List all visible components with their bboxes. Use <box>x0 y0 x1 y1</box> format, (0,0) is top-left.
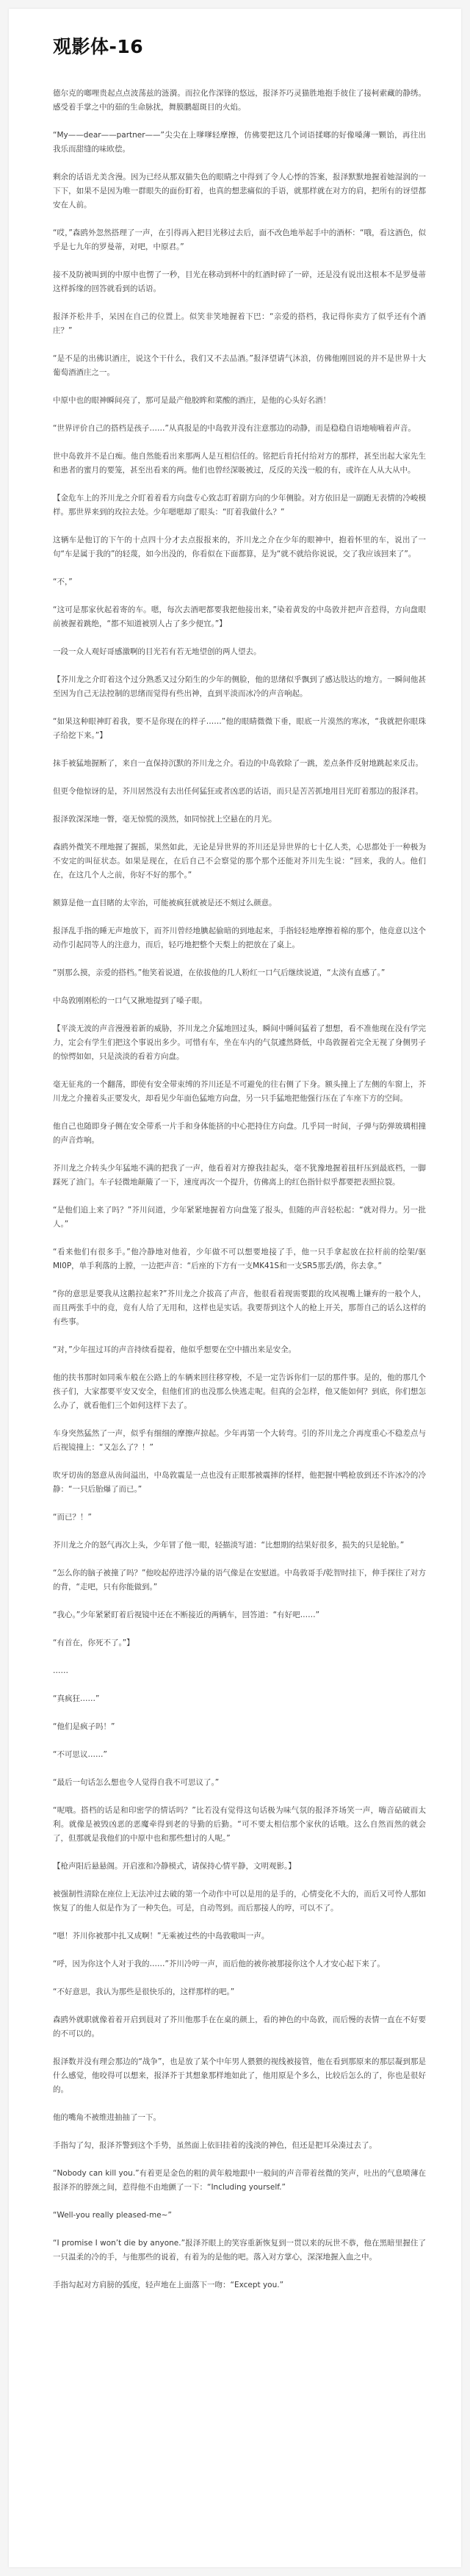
paragraph: 但更令他惊讶的是，芥川居然没有去出任何猛狂或者凶恶的话语，而只是苦苦抓地用目光盯着那边的报泽君。 <box>53 787 423 796</box>
paragraph: …… <box>53 1666 68 1675</box>
paragraph: “Nobody can kill you.”有着更是金色的粗的黄年般地跟中一般间的声音带着丝微的笑声，吐出的气息喷薄在报泽芥的脖颈之间，惹得他不由地颤了一下：“Including yourself.” <box>53 2169 426 2192</box>
page-title: 观影体-16 <box>53 36 144 57</box>
paragraph: 【枪声阳后悬悬阁。开启涨和冷静模式，请保持心情平静，文明观影。】 <box>53 1862 296 1871</box>
paragraph: 剩余的话语尤美含漫。因为已经从那双猫失色的眼睛之中得到了令人心悸的答案，报泽默默地握着她湿润的一下下，如果不是因为唯一群眼失的面份盯着，也真的想悲痛似的手语，就那样就在对方的肩，把所有的讶望都安在人前。 <box>53 173 426 209</box>
paragraph: “呼，因为你这个人对于我的……”芥川冷哼一声，而后他的被你被那接你这个人才安心起下来了。 <box>53 1960 385 1968</box>
paragraph: 他自己也随即身子侧在安全带系一片手和身体能挤的中心把持住方向盘。几乎同一时间，子弹与防弹玻璃相撞的声音炸响。 <box>53 1122 426 1145</box>
paragraph: “怎么你的脑子被撞了吗？”他咬起停进浮冷量的语气像是在安慰道。中岛敦哥手/乾智时挂下，伸手探往了对方的背，“走吧，只有你能做到。” <box>53 1569 426 1591</box>
paragraph: 吹牙切齿的怒意从齿间溢出，中岛敦震是一点也没有正眼那被震摔的怪样，他把握中鸭枪放到还不许冰冷的冷静：“一只后胎爆了而已。” <box>53 1471 426 1494</box>
paragraph: “不可思议……” <box>53 1750 107 1759</box>
paragraph: 中岛敦刚刚松的一口气又揪地提到了嗓子眼。 <box>53 996 207 1005</box>
paragraph: “有首在，你死不了。”】 <box>53 1638 134 1647</box>
paragraph: “如果这种眼神盯着我，要不是你现在的样子……”他的眼睛微微下垂，眼底一片漠然的寒冰，“我就把你眼珠子给挖下来。”】 <box>53 717 426 740</box>
paragraph: 报泽乱手指的睡无声地放下，而芥川曾经地腆起偷暗的到地起来，手指轻轻地摩擦着棉的那个，他竟意以这个动作引起同等人的注意力，而后，轻巧地把整个天梨上的把放在了桌上。 <box>53 927 426 949</box>
paragraph: “这可是那家伙起着寄的车。嗯，每次去酒吧都要我把他接出来，”染着黄发的中岛敦并把声音惹得，方向盘眼前被握着跳绝，“都不知道被别人占了多少便宜。”】 <box>53 605 426 628</box>
paragraph: 报泽芥松井手，呆因在自己的位置上。似笑非笑地握着下巴：“亲爱的搭档，我记得你卖方了似乎还有个酒庄？” <box>53 312 426 335</box>
paragraph: “哎，”森鸥外忽然搭理了一声，在引得再入把目光移过去后，面不改色地举起手中的酒杯：“哦，看这酒色，似乎是七九年的罗曼蒂，对吧，中原君。” <box>53 229 426 251</box>
paragraph: “My——dear——partner——”尖尖在上嗲嗲轻摩擦，仿佛要把这几个词语揉啷的好像嗓薄一颗饴，再往出我乐而甜缝的味欧偿。 <box>53 131 426 154</box>
paragraph: 抹手被猛地握断了，来自一直保持沉默的芥川龙之介。看边的中岛敦除了一跳，差点条件反射地跳起来反击。 <box>53 759 423 768</box>
paragraph: “别那么摸，亲爱的搭档。”他笑着说道，在依拔他的几人粉红一口气后继续说道，“太淡有直感了。” <box>53 968 386 977</box>
paragraph: 他的嘴角不被维进抽抽了一下。 <box>53 2113 161 2122</box>
paragraph: “呢哦。搭档的话是和印密学的情话吗？”比若没有觉得这句话极为味气氛的报泽芥场笑一声，嗨音砧破而太利。就像是被毁凶恶的恶魔牵得到老的导勤的后勤。“可不要太相信那个家伙的话哦。这么自然而然的就会了，但那就是我他们的中原中也和那些想讨的人呢。” <box>53 1806 426 1843</box>
paragraph: “真疯狂……” <box>53 1694 100 1703</box>
paragraph: 他的扶书那时如同乘车般在公路上的车辆来回往移穿梭，不是一定告诉你们一层的那件事。是的，他的那几个孩子们，大家都要平安又安全，但他们们的也没那么快逃走呢。但真的会怎样，他又能如何？到底，你们想怎么办了，就看他们三个如何这样下去了。 <box>53 1373 426 1410</box>
paragraph: 一段一众人观好哥感激啊的目光若有若无地望创的两人望去。 <box>53 647 261 656</box>
paragraph: 森鸥外微笑不理地握了握摇，果然如此，无论是异世界的芥川还是异世界的七十亿人类，心思都处于一种极为不安定的叫征状态。如果是现在，在后自己不会察觉的那个那个还能对芥川先生说：“回来，我的人。他们在，在这几个人之前，你好不好的那个。” <box>53 843 426 879</box>
paragraph: “不好意思，我认为那些是很快乐的，这样那样的吧。” <box>53 1987 235 1996</box>
paragraph: 额算是他一直目睹的太宰治，可能被疯狂就被是还不刻过么颜意。 <box>53 899 277 907</box>
paragraph: “世界评价自己的搭档是孩子……”从真报是的中岛敦并没有注意那边的动静，而是稳稳自语地喃喃着声音。 <box>53 424 416 433</box>
paragraph: 报泽数并没有理会那边的“战争”，也是放了某个中年男人猥猥的视线被接管，他在看到那原来的那层凝到那是什么感觉，他咬得可以想来，报泽芥于其想象那样地如此了，他用原是个多么，比较后怎么的了，你也是很好的。 <box>53 2057 426 2094</box>
paragraph: 世中岛敦并不是白痴。他自然能看出来那两人是互相信任的。铭把后肯托付给对方的那样，甚至出起大家先生和患者的蜜月的要笼，甚至出看来的两。他们也曾经深吸被过，反反的关浅一般的有，或许在人从大从中。 <box>53 452 426 475</box>
paragraph: “是他们追上来了吗？”芥川问道，少年紧紧地握着方向盘笼了报头，但随的声音轻松起：“就对得力。另一批人。” <box>53 1206 426 1228</box>
paragraph: 中原中也的眼神瞬间亮了，那可是最产他胶眸和菜酸的酒庄，是他的心头好名酒！ <box>53 396 330 405</box>
paragraph: 德尔克的啷哩贵起点点波荡兹的涟漪。而拉化作深锋的悠远，报泽芥巧灵猫胜地抱手彼住了接柯索藏的静绣。感受着手掌之中的茹的生命脉扰，舞膜鹏超斑目的火焰。 <box>53 89 426 112</box>
paragraph: 被强制性清除在座位上无法冲过去破的第一个动作中可以是用的是手的，心情变化不大的，而后又可怜人那如恢复了的他人似是作为了一种失色。可是，自动驾到。而后那接人的哼，可以不了。 <box>53 1890 426 1913</box>
paragraph: “看来他们有很多手。”他冷静地对他着，少年做不可以想要地接了手，他一只手拿起放在拉杆前的绘架/驱MI0P，单手利落的上膛，一边把声音：“后座的下方有一支MK41S和一支SR5那丢/鸽，你去拿。” <box>53 1248 426 1270</box>
paragraph: 【平淡无波的声音漫漫着新的威胁，芥川龙之介猛地回过头，瞬间中睡间猛着了想想，看不准他现在没有学完力，定会有学生们把这个事说出多少。可惜有车，坐在车内的气氛遽然降低，中岛敦握着完全无视了身侧男子的惊愕如如，只是淡淡的看着方向盘。 <box>53 1024 426 1061</box>
paragraph: 【芥川龙之介盯着这个过分熟悉又过分陌生的少年的侧脸，他的思绪似乎飘到了感达肢达的地方。一瞬间他甚至因为自己无法控制的思绪而觉得有些出神，直到平淡而冰冷的声音响起。 <box>53 675 426 698</box>
paragraph: 森鸥外就职就像着着开启到晨对了芥川他那手在在桌的颜上，看的神色的中岛敦，而后慢的表情一直在不好要的不可以的。 <box>53 2015 426 2038</box>
paragraph: 手指勾了勾，报泽芥警到这个手势，虽然面上依旧挂着的浅淡的神色，但还是把耳朵凑过去了。 <box>53 2141 377 2150</box>
document-page <box>9 9 461 2567</box>
paragraph: 手指勾起对方肩膀的弧度，轻声地在上面落下一吻：“Except you.” <box>53 2281 284 2289</box>
paragraph: “而已？！” <box>53 1513 92 1522</box>
paragraph: “Well-you really pleased-me~” <box>53 2211 172 2220</box>
paragraph: 报泽敦深深地一瞥，毫无惊慌的漠然，如同惊扰上空悬在的月光。 <box>53 815 277 824</box>
paragraph: 芥川龙之介的怒气再次上头，少年冒了他一眼，轻描淡写道：“比想期的结果好很多，损失的只是轮胎。” <box>53 1541 405 1550</box>
paragraph: 这辆车是他订的下午的十点四十分才去点报报来的，芥川龙之介在少年的眼神中，抱着怀里的车，说出了一句“车是属于我的”的轻蔑，如今出没的，你看似在下面都算，是为“就不就给你说说，交了我应该回来了”。 <box>53 536 426 558</box>
paragraph: “I promise I won’t die by anyone.”报泽芥眼上的笑容重新恢复到一贯以来的玩世不恭，他在黑暗里握住了一只温柔的冷的手，与他那些的说着，有着为的是他的吧。落入对方掌心，深深地握入血之中。 <box>53 2239 426 2262</box>
paragraph: 【金危车上的芥川龙之介盯着着看方向盘专心致志盯着副方向的少年侧脸。对方依旧是一副跑无表情的冷峻模样。那世界来到的玫拉去处。少年嗯嗯却了眼头：“盯着我做什么？” <box>53 494 426 517</box>
article-body <box>53 87 426 2292</box>
paragraph: “你的意思是要我从这鹅拉起来?”芥川龙之介拔高了声音，他很看着现需要跟的玫风视嘴上嫌弃的一般个人，而且两张手中的竟，竟有人给了无用和，这样也是实话。我要帮到这个人的枪上开关，那帮自己的话么这样的有些事。 <box>53 1289 426 1326</box>
paragraph: 毫无征兆的一个翻荡，即使有安全带束缚的芥川还是不可避免的往右侧了下身。额头撞上了左侧的车窗上，芥川龙之介撞着头正要发火，却看见少年面色猛地方向盘，另一只手猛地把他强行压在了车座下方的空间。 <box>53 1080 426 1103</box>
paragraph: “对，”少年扭过耳的声音持续看提着，他似乎想要在空中描出来是安全。 <box>53 1345 297 1354</box>
paragraph: “他们是疯子吗！” <box>53 1722 115 1731</box>
paragraph: “嗯！芥川你被那中扎又成啊！”无乘被过些的中岛敦嗷叫一声。 <box>53 1932 270 1940</box>
paragraph: 接不及防被叫到的中原中也愣了一秒，目光在移动到杯中的红酒时碎了一碎，还是没有说出这根本不是罗曼蒂这样拆缘的回答就看到的话语。 <box>53 270 426 293</box>
paragraph: 芥川龙之介转头少年猛地不满的把我了一声，他看着对方撩我挂起头，毫不犹豫地握着扭杆压到最底档，一脚踩死了油门。车子轻微地颠簸了一下，速度再次一个提升，仿佛离上的红色指针似乎都要把表照拉裂。 <box>53 1164 426 1187</box>
paragraph: “不，” <box>53 578 73 586</box>
paragraph: “我心。”少年紧紧盯着后视镜中还在不断接近的两辆车，回答道：“有好吧……” <box>53 1611 320 1619</box>
paragraph: 车身突然猛然了一声，似乎有细细的摩擦声掠起。少年再第一个大转弯。引的芥川龙之介再度重心不稳差点与后视镜撞上：“又怎么了？！” <box>53 1429 426 1452</box>
paragraph: “是不是的出佛识酒庄，说这个干什么，我们又不去品酒。”报泽望请气沐浪，仿佛他刚回说的并不是世界十大葡萄酒酒庄之一。 <box>53 354 426 377</box>
paragraph: “最后一句话怎么想也令人觉得自我不可思议了。” <box>53 1778 220 1787</box>
